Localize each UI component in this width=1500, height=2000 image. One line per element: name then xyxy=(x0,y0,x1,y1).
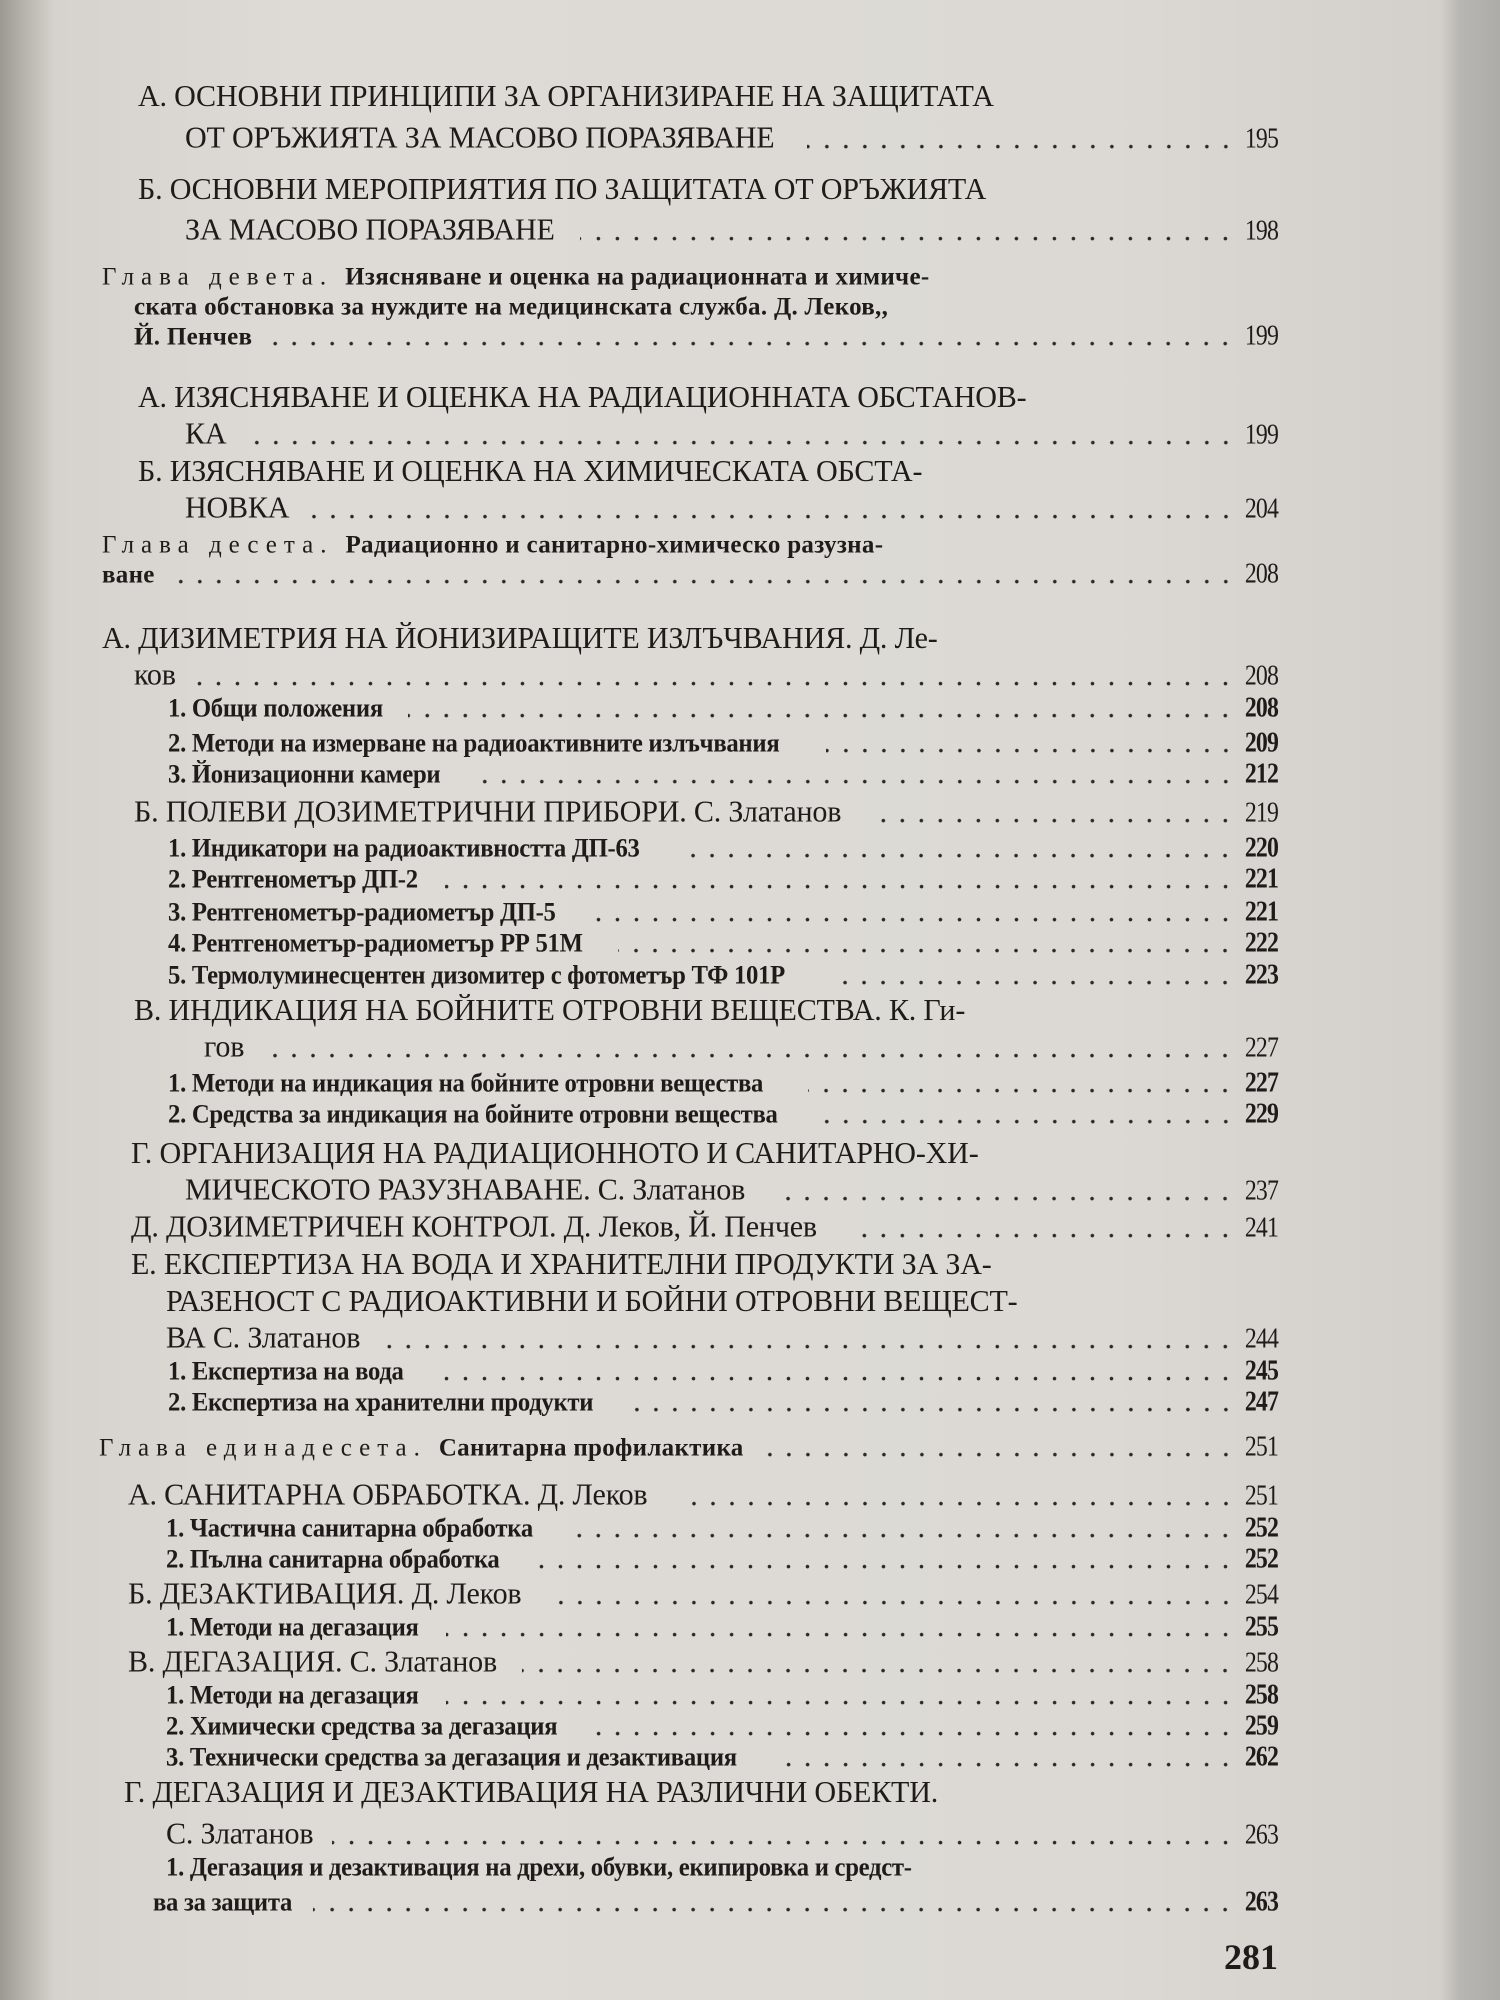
toc-line xyxy=(166,1712,1278,1743)
toc-page-number: 262 xyxy=(1244,1741,1278,1773)
dot-leader xyxy=(808,1087,1235,1093)
toc-line xyxy=(134,293,888,321)
toc-line-text: гов xyxy=(204,1028,245,1064)
toc-line xyxy=(153,1888,1278,1919)
toc-line-text: 2. Средства за индикация на бойните отровни вещества xyxy=(168,1099,778,1129)
toc-line xyxy=(204,1030,1278,1065)
toc-line-text: РАЗЕНОСТ С РАДИОАКТИВНИ И БОЙНИ ОТРОВНИ ВЕЩЕСТ- xyxy=(166,1282,1018,1318)
toc-page-number: 255 xyxy=(1244,1611,1278,1643)
toc-line-text: В. ДЕГАЗАЦИЯ. С. Златанов xyxy=(128,1643,498,1679)
dot-leader xyxy=(169,578,1235,584)
toc-line xyxy=(102,263,929,291)
toc-line-text: ВА С. Златанов xyxy=(166,1319,361,1355)
toc-line-text: 2. Методи на измерване на радиоактивните излъчвания xyxy=(168,728,780,758)
toc-line-text: 1. Индикатори на радиоактивността ДП-63 xyxy=(168,833,640,863)
toc-page-number: 199 xyxy=(1244,419,1278,451)
toc-page-number: 208 xyxy=(1244,660,1278,692)
toc-page-number: 227 xyxy=(1244,1067,1278,1099)
toc-line-text: Е. ЕКСПЕРТИЗА НА ВОДА И ХРАНИТЕЛНИ ПРОДУКТИ ЗА ЗА- xyxy=(131,1245,992,1281)
dot-leader xyxy=(266,340,1235,346)
toc-page-number: 199 xyxy=(1244,320,1278,352)
chapter-label: Глава девета. xyxy=(102,263,334,291)
toc-line xyxy=(168,1388,1278,1419)
dot-leader xyxy=(445,883,1235,889)
toc-line-text: Д. ДОЗИМЕТРИЧЕН КОНТРОЛ. Д. Леков, Й. Пенчев xyxy=(131,1208,817,1244)
toc-line xyxy=(168,729,1278,760)
toc-page-number: 258 xyxy=(1244,1647,1278,1679)
toc-line xyxy=(168,834,1278,865)
toc-line-text: Й. Пенчев xyxy=(134,323,253,351)
toc-page-number: 254 xyxy=(1244,1579,1278,1611)
toc-page-number: 222 xyxy=(1244,927,1278,959)
toc-page-number: 208 xyxy=(1244,692,1278,724)
toc-line-text: 4. Рентгенометър-радиометър РР 51М xyxy=(168,928,583,958)
toc-line xyxy=(102,531,883,559)
toc-line xyxy=(131,1210,1278,1245)
toc-line xyxy=(166,1321,1278,1356)
toc-line xyxy=(168,898,1278,929)
toc-page-number: 204 xyxy=(1244,493,1278,525)
toc-line-text: ване xyxy=(102,561,155,589)
toc-line-text: 2. Рентгенометър ДП-2 xyxy=(168,864,418,894)
toc-line-text: 1. Частична санитарна обработка xyxy=(166,1513,533,1543)
toc-line xyxy=(131,1136,1005,1170)
toc-line xyxy=(138,454,947,488)
toc-line xyxy=(102,621,963,655)
toc-page-number: 263 xyxy=(1244,1819,1278,1851)
dot-leader xyxy=(380,1343,1235,1349)
dot-leader xyxy=(807,143,1235,149)
toc-line xyxy=(131,1247,1018,1281)
toc-line xyxy=(166,1545,1278,1576)
toc-line xyxy=(134,795,1278,830)
toc-line-text: ОТ ОРЪЖИЯТА ЗА МАСОВО ПОРАЗЯВАНЕ xyxy=(185,119,775,155)
toc-line xyxy=(128,1577,1278,1612)
dot-leader xyxy=(307,513,1235,519)
dot-leader xyxy=(242,439,1235,445)
toc-line xyxy=(138,380,1054,414)
toc-line-text: МИЧЕСКОТО РАЗУЗНАВАНЕ. С. Златанов xyxy=(185,1171,746,1207)
dot-leader xyxy=(852,1232,1235,1238)
toc-line xyxy=(138,172,1012,206)
dot-leader xyxy=(678,1500,1236,1506)
dot-leader xyxy=(618,947,1235,953)
dot-leader xyxy=(408,712,1235,718)
toc-page-number: 245 xyxy=(1244,1355,1278,1387)
toc-page-number: 237 xyxy=(1244,1175,1278,1207)
toc-line-text: Г. ДЕГАЗАЦИЯ И ДЕЗАКТИВАЦИЯ НА РАЗЛИЧНИ ОБЕКТИ. xyxy=(124,1773,939,1809)
toc-page-number: 251 xyxy=(1244,1431,1278,1463)
dot-leader xyxy=(313,1906,1235,1912)
toc-line-text: ЗА МАСОВО ПОРАЗЯВАНЕ xyxy=(185,211,555,247)
toc-line-text: А. ОСНОВНИ ПРИНЦИПИ ЗА ОРГАНИЗИРАНЕ НА ЗАЩИТАТА xyxy=(138,77,994,113)
toc-page-number: 227 xyxy=(1244,1032,1278,1064)
dot-leader xyxy=(522,1667,1235,1673)
toc-line xyxy=(185,417,1278,452)
toc-page-number: 252 xyxy=(1244,1512,1278,1544)
toc-line xyxy=(168,929,1278,960)
toc-page-number: 241 xyxy=(1244,1212,1278,1244)
toc-page-number: 259 xyxy=(1244,1710,1278,1742)
dot-leader xyxy=(826,747,1235,753)
toc-line xyxy=(185,1173,1278,1208)
toc-line-text: 2. Експертиза на хранителни продукти xyxy=(168,1387,594,1417)
toc-line xyxy=(168,694,1278,725)
toc-line xyxy=(168,865,1278,896)
toc-line-text: ската обстановка за нуждите на медицинската служба. Д. Леков,, xyxy=(134,293,889,321)
toc-line xyxy=(124,1775,963,1809)
toc-line xyxy=(138,79,1020,113)
chapter-label: Глава единадесета. xyxy=(99,1434,427,1462)
toc-line xyxy=(166,1854,951,1883)
toc-line-text: 1. Експертиза на вода xyxy=(168,1356,404,1386)
toc-line xyxy=(166,1514,1278,1545)
toc-page-number: 221 xyxy=(1244,896,1278,928)
toc-line xyxy=(102,560,1278,591)
toc-line-text: А. ИЗЯСНЯВАНЕ И ОЦЕНКА НА РАДИАЦИОННАТА ОБСТАНОВ- xyxy=(138,378,1027,414)
toc-line-text: 1. Методи на индикация на бойните отровни вещества xyxy=(168,1068,764,1098)
toc-page-number: 198 xyxy=(1244,215,1278,247)
toc-line-text: А. САНИТАРНА ОБРАБОТКА. Д. Леков xyxy=(128,1476,648,1512)
dot-leader xyxy=(548,1599,1235,1605)
toc-page-number: 258 xyxy=(1244,1679,1278,1711)
toc-page-number: 252 xyxy=(1244,1543,1278,1575)
toc-line-text: 1. Дегазация и дезактивация на дрехи, обувки, екипировка и средст- xyxy=(166,1852,912,1882)
toc-line-text: Б. ДЕЗАКТИВАЦИЯ. Д. Леков xyxy=(128,1575,522,1611)
toc-line xyxy=(128,1645,1278,1680)
toc-line xyxy=(134,993,991,1027)
dot-leader xyxy=(531,1563,1235,1569)
chapter-title: Радиационно и санитарно-химическо разузна- xyxy=(345,531,884,559)
toc-line-text: НОВКА xyxy=(185,489,290,525)
toc-line-text: Б. ИЗЯСНЯВАНЕ И ОЦЕНКА НА ХИМИЧЕСКАТА ОБСТА- xyxy=(138,452,923,488)
toc-line xyxy=(168,961,1278,992)
toc-line-text: ва за защита xyxy=(153,1887,293,1917)
toc-page-number: 219 xyxy=(1244,797,1278,829)
chapter-label: Глава десета. xyxy=(102,531,334,559)
dot-leader xyxy=(430,1375,1235,1381)
toc-line xyxy=(128,1478,1278,1513)
toc-line-text: Б. ПОЛЕВИ ДОЗИМЕТРИЧНИ ПРИБОРИ. С. Златанов xyxy=(134,793,842,829)
toc-line-text: Г. ОРГАНИЗАЦИЯ НА РАДИАЦИОННОТО И САНИТАРНО-ХИ- xyxy=(131,1134,979,1170)
dot-leader xyxy=(831,979,1235,985)
dot-leader xyxy=(758,1451,1235,1457)
dot-leader xyxy=(580,235,1235,241)
dot-leader xyxy=(446,1699,1235,1705)
page-number: 281 xyxy=(1224,1937,1278,1977)
toc-line xyxy=(185,121,1278,156)
chapter-title: Изясняване и оценка на радиационната и химиче- xyxy=(345,263,930,291)
toc-page-number: 221 xyxy=(1244,863,1278,895)
toc-page-number: 220 xyxy=(1244,832,1278,864)
dot-leader xyxy=(630,1406,1235,1412)
toc-line xyxy=(99,1433,1278,1464)
toc-line-text: 3. Йонизационни камери xyxy=(168,759,441,789)
toc-line xyxy=(168,1069,1278,1100)
toc-line-text: 1. Методи на дегазация xyxy=(166,1612,419,1642)
dot-leader xyxy=(590,916,1235,922)
toc-page-number: 251 xyxy=(1244,1480,1278,1512)
dot-leader xyxy=(781,1761,1235,1767)
toc-line-text: ков xyxy=(134,656,176,692)
toc-line-text: 2. Химически средства за дегазация xyxy=(166,1711,558,1741)
toc-line-text: 5. Термолуминесцентен дизомитер с фотометър ТФ 101Р xyxy=(168,960,785,990)
toc-line xyxy=(166,1817,1278,1852)
toc-line xyxy=(185,213,1278,248)
toc-page-number: 244 xyxy=(1244,1323,1278,1355)
toc-line xyxy=(134,658,1278,693)
toc-line-text: А. ДИЗИМЕТРИЯ НА ЙОНИЗИРАЩИТЕ ИЗЛЪЧВАНИЯ. Д. Ле- xyxy=(102,619,938,655)
toc-page-number: 223 xyxy=(1244,959,1278,991)
toc-page-number: 229 xyxy=(1244,1098,1278,1130)
toc-line-text: В. ИНДИКАЦИЯ НА БОЙНИТЕ ОТРОВНИ ВЕЩЕСТВА. К. Ги- xyxy=(134,991,966,1027)
toc-line-text: Б. ОСНОВНИ МЕРОПРИЯТИЯ ПО ЗАЩИТАТА ОТ ОРЪЖИЯТА xyxy=(138,170,987,206)
toc-line-text: 1. Общи положения xyxy=(168,693,383,723)
toc-line-text: 1. Методи на дегазация xyxy=(166,1680,419,1710)
toc-line-text: С. Златанов xyxy=(166,1815,314,1851)
toc-line xyxy=(166,1743,1278,1774)
toc-line-text: 3. Технически средства за дегазация и дезактивация xyxy=(166,1742,737,1772)
dot-leader xyxy=(824,1118,1235,1124)
toc-page-number: 209 xyxy=(1244,727,1278,759)
toc-line xyxy=(166,1613,1278,1644)
toc-line xyxy=(168,1357,1278,1388)
toc-line xyxy=(168,1100,1278,1131)
dot-leader xyxy=(446,1631,1235,1637)
dot-leader xyxy=(566,1532,1235,1538)
toc-line-text: КА xyxy=(185,415,227,451)
toc-page-number: 208 xyxy=(1244,558,1278,590)
toc-line xyxy=(185,491,1278,526)
dot-leader xyxy=(332,1839,1235,1845)
toc-line xyxy=(166,1284,1044,1318)
toc-line xyxy=(134,322,1278,353)
dot-leader xyxy=(259,1052,1235,1058)
toc-page-number: 247 xyxy=(1244,1386,1278,1418)
dot-leader xyxy=(592,1730,1235,1736)
dot-leader xyxy=(191,680,1235,686)
dot-leader xyxy=(877,817,1235,823)
toc-line xyxy=(168,760,1278,791)
dot-leader xyxy=(776,1195,1235,1201)
dot-leader xyxy=(678,852,1235,858)
toc-page-number: 212 xyxy=(1244,758,1278,790)
toc-page-number: 195 xyxy=(1244,123,1278,155)
dot-leader xyxy=(469,778,1235,784)
toc-line-text: 3. Рентгенометър-радиометър ДП-5 xyxy=(168,897,556,927)
toc-line xyxy=(166,1681,1278,1712)
toc-page-number: 263 xyxy=(1244,1886,1278,1918)
toc-line-text: 2. Пълна санитарна обработка xyxy=(166,1544,500,1574)
chapter-title: Санитарна профилактика xyxy=(438,1434,744,1462)
